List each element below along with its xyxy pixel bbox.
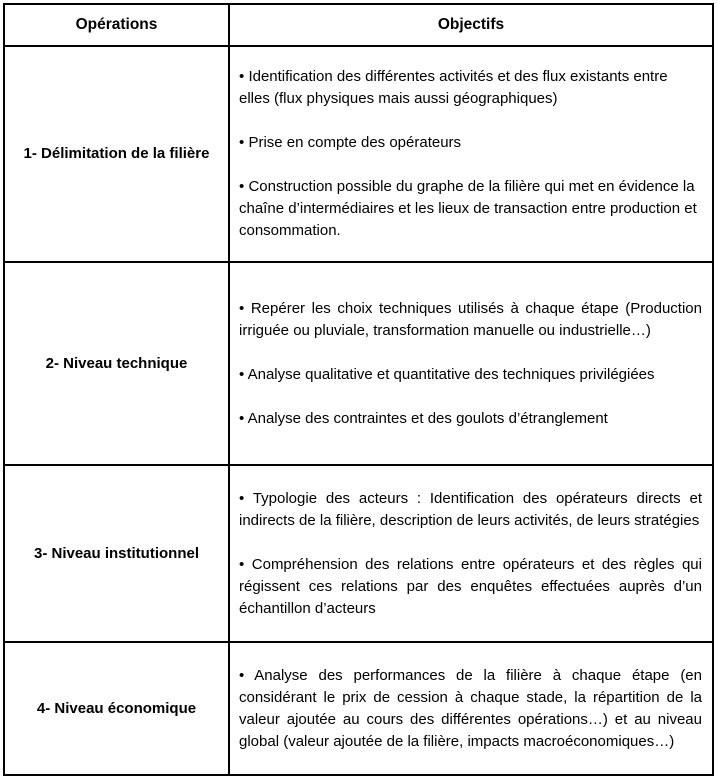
operation-label: 4- Niveau économique xyxy=(36,699,197,717)
header-label-operations: Opérations xyxy=(75,16,158,33)
operation-cell xyxy=(5,466,230,641)
bullet-text: Prise en compte des opérateurs xyxy=(248,134,462,151)
operation-label: 1- Délimitation de la filière xyxy=(23,145,210,162)
operations-objectives-table xyxy=(3,3,714,776)
objectives-cell xyxy=(230,263,712,464)
header-cell-objectifs xyxy=(230,5,712,45)
bullet-item xyxy=(239,298,702,342)
bullet-item xyxy=(239,132,702,154)
bullet-text: Compréhension des relations entre opérateurs et des règles qui régissent ces relations par des enquêtes effectuées auprès d’un échantillon d’acteurs xyxy=(239,555,702,617)
bullet-text: Analyse des performances de la filière à chaque étape (en considérant le prix de cession à chaque stade, la répartition de la valeur ajoutée au cours des différentes opérations…) et au niveau global (valeur ajoutée de la filière, impacts macroéconomiques…) xyxy=(239,666,702,750)
operation-cell xyxy=(5,643,230,774)
bullet-item xyxy=(239,408,702,430)
bullet-item xyxy=(239,554,702,620)
table-row xyxy=(5,45,712,261)
table-header-row xyxy=(5,5,712,45)
bullet-text: Construction possible du graphe de la filière qui met en évidence la chaîne d’intermédiaires et les lieux de transaction entre production et consommation. xyxy=(239,178,697,239)
bullet-item xyxy=(239,665,702,753)
bullet-text: Analyse qualitative et quantitative des techniques privilégiées xyxy=(247,365,655,383)
bullet-icon: • xyxy=(239,68,245,85)
objectives-cell xyxy=(230,47,712,261)
bullet-text: Typologie des acteurs : Identification des opérateurs directs et indirects de la filière, description de leurs activités, de leurs stratégies xyxy=(239,489,702,529)
bullet-item xyxy=(239,176,702,242)
table-row xyxy=(5,641,712,774)
bullet-icon: • xyxy=(239,489,245,507)
operation-label: 2- Niveau technique xyxy=(45,354,188,372)
table-row xyxy=(5,261,712,464)
objectives-cell xyxy=(230,466,712,641)
bullet-icon: • xyxy=(239,365,245,383)
objectives-cell xyxy=(230,643,712,774)
bullet-icon: • xyxy=(239,409,245,427)
bullet-icon: • xyxy=(239,299,245,317)
bullet-icon: • xyxy=(239,555,245,573)
operation-label: 3- Niveau institutionnel xyxy=(33,544,199,562)
bullet-item xyxy=(239,364,702,386)
bullet-item xyxy=(239,488,702,532)
table-row xyxy=(5,464,712,641)
bullet-item xyxy=(239,66,702,110)
operation-cell xyxy=(5,263,230,464)
bullet-icon: • xyxy=(239,134,245,151)
bullet-text: Repérer les choix techniques utilisés à chaque étape (Production irriguée ou pluviale, transformation manuelle ou industrielle…) xyxy=(239,299,702,339)
operation-cell xyxy=(5,47,230,261)
bullet-icon: • xyxy=(239,666,245,684)
header-cell-operations xyxy=(5,5,230,45)
header-label-objectifs: Objectifs xyxy=(437,16,505,33)
bullet-icon: • xyxy=(239,178,245,195)
bullet-text: Identification des différentes activités et des flux existants entre elles (flux physiques mais aussi géographiques) xyxy=(239,68,668,107)
bullet-text: Analyse des contraintes et des goulots d’étranglement xyxy=(247,409,608,427)
